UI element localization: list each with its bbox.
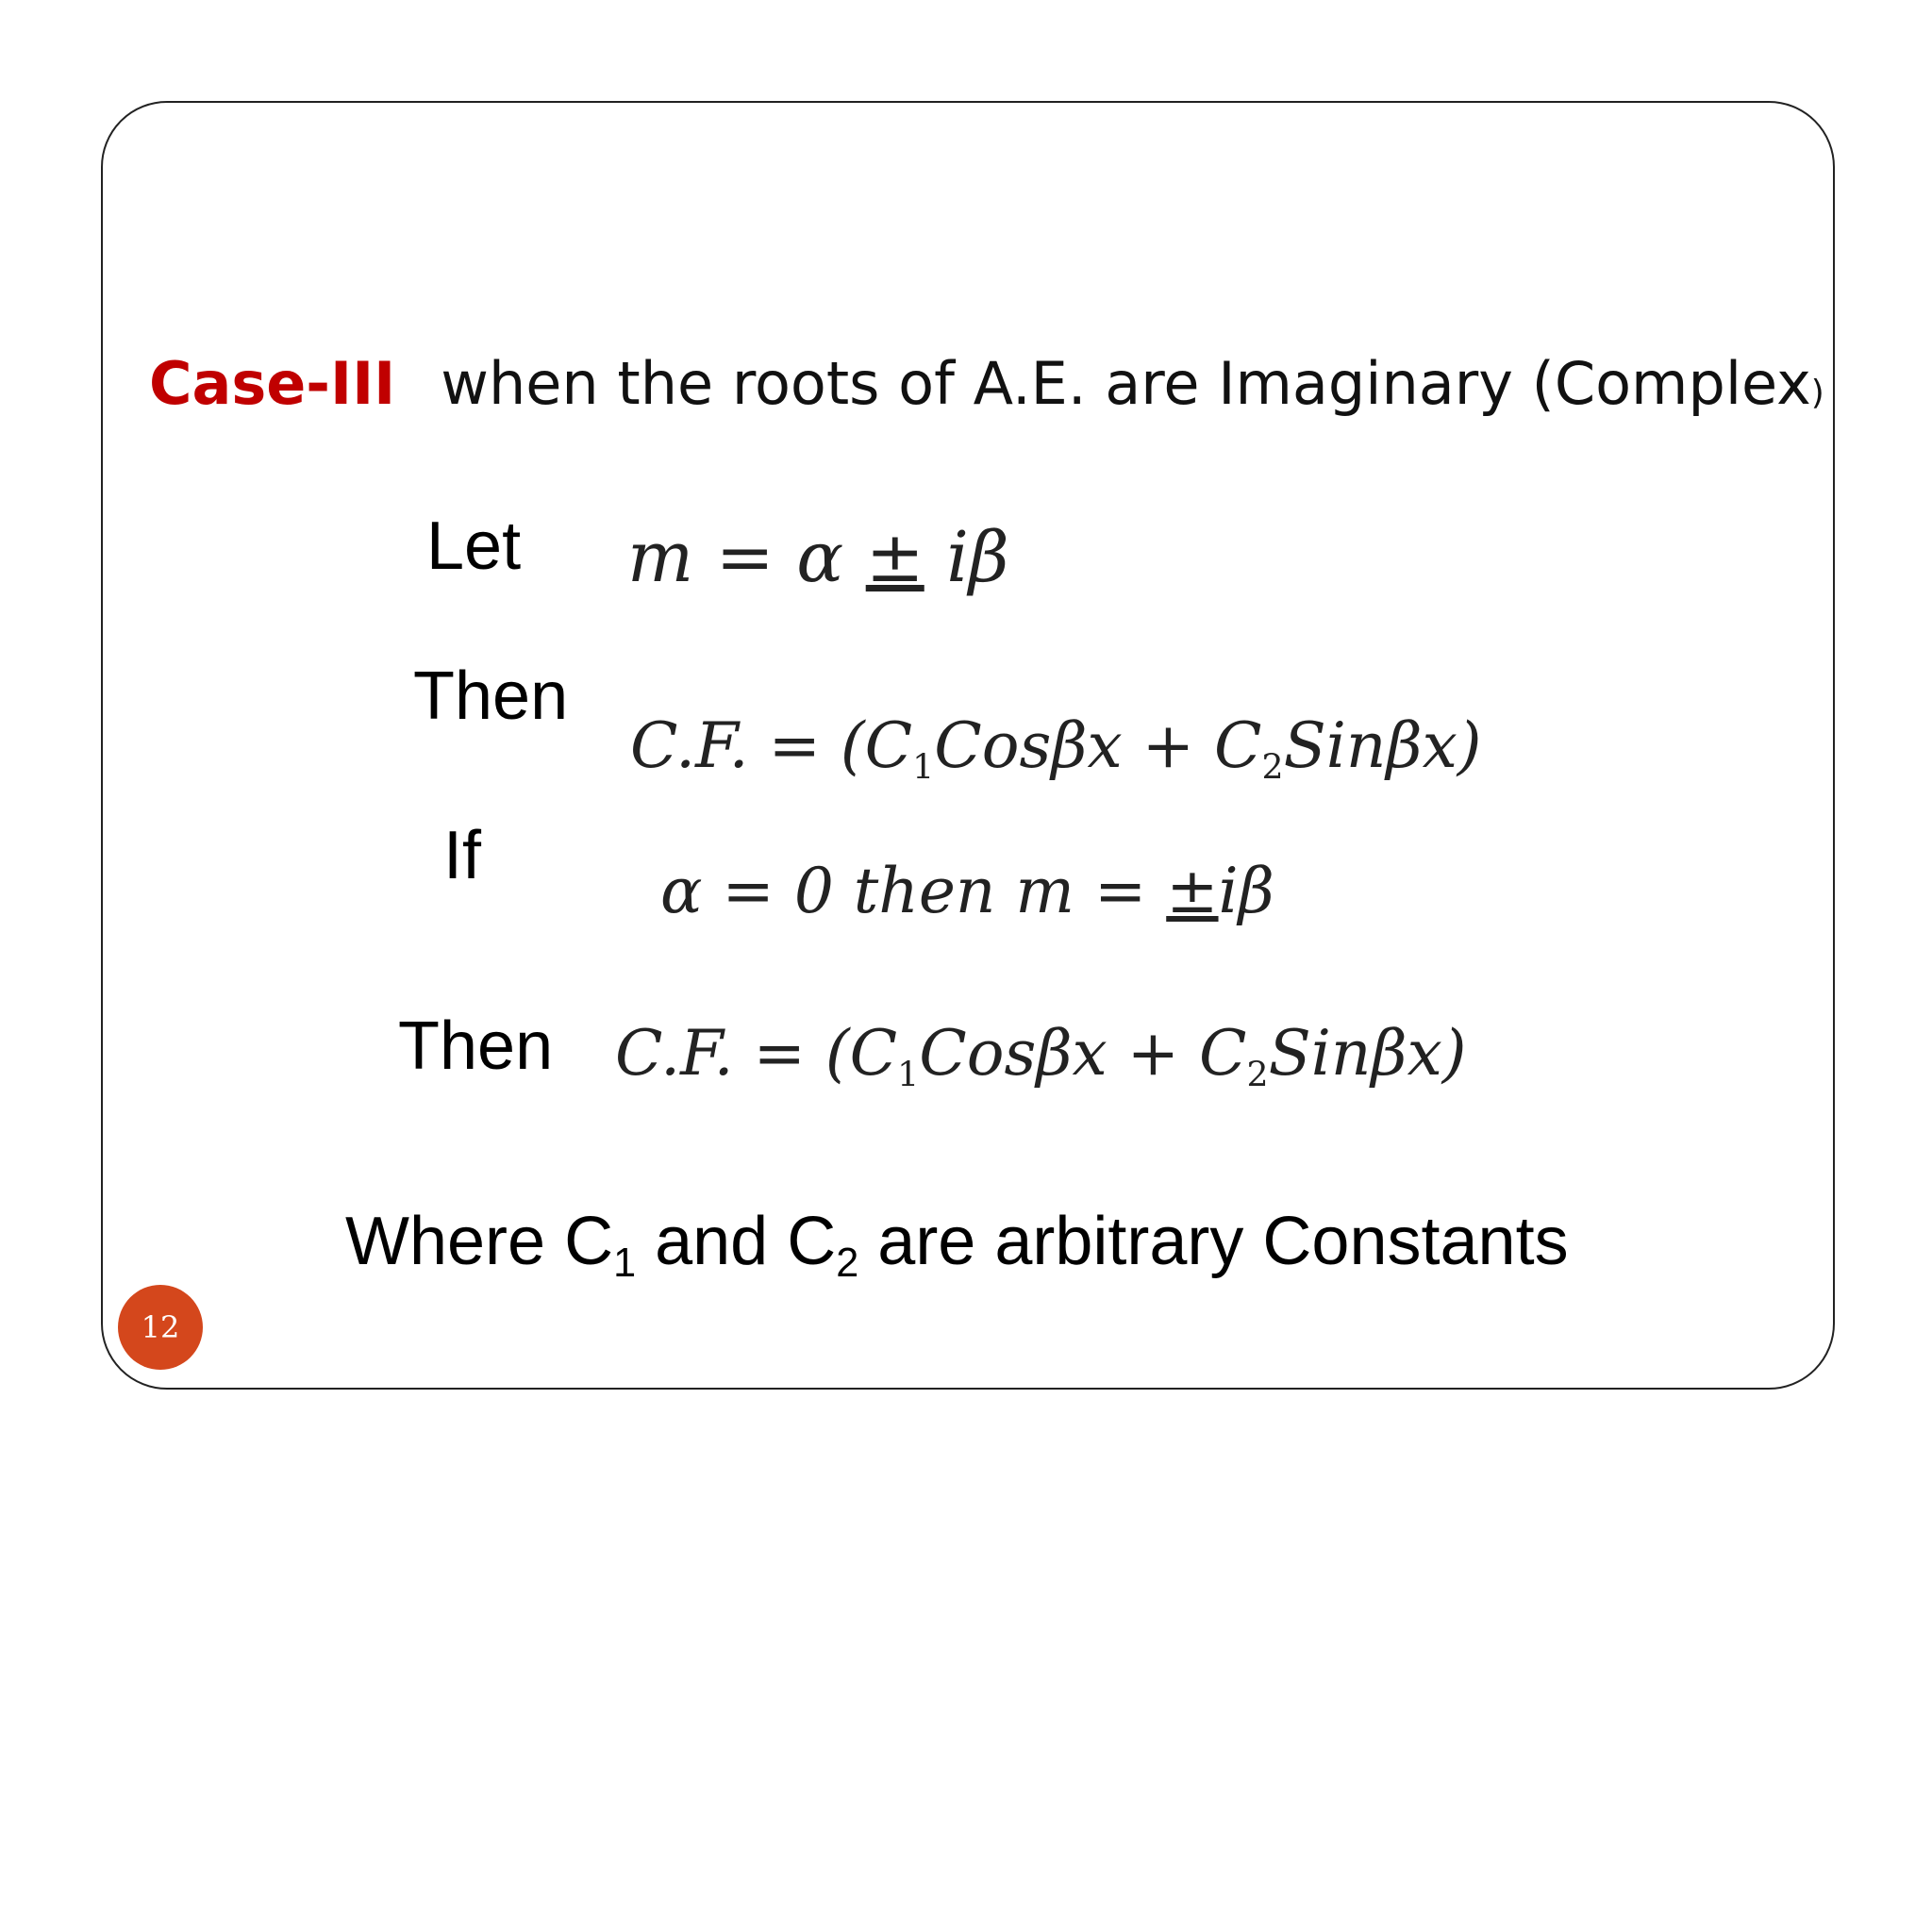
cf2-lead: C.F. = (C	[615, 1017, 898, 1090]
cf2-sub-1: 1	[897, 1054, 920, 1095]
cf1-mid: Cosβx + C	[934, 709, 1262, 782]
cf-equation-2	[615, 1017, 1467, 1095]
cf2-sub-2: 2	[1246, 1054, 1269, 1095]
where-text-3: are arbitrary Constants	[858, 1204, 1569, 1279]
root-equation-rhs: iβ	[924, 517, 1009, 598]
cf1-sub-2: 2	[1261, 746, 1284, 788]
cf2-tail: Sinβx)	[1268, 1017, 1467, 1090]
alpha-zero-lhs: α = 0 then m =	[660, 855, 1167, 927]
root-equation	[627, 517, 1009, 598]
alpha-zero-rhs: iβ	[1218, 855, 1274, 927]
cf-equation-1	[630, 709, 1482, 788]
where-text-2: and C	[636, 1204, 837, 1279]
then-label-2: Then	[398, 1008, 554, 1084]
case-description: when the roots of A.E. are Imaginary (Complex	[441, 349, 1811, 418]
cf1-sub-1: 1	[912, 746, 935, 788]
cf2-mid: Cosβx + C	[919, 1017, 1247, 1090]
where-text-1: Where C	[345, 1204, 614, 1279]
constants-note	[345, 1203, 1569, 1287]
root-equation-lhs: m = α	[627, 517, 866, 598]
cf1-lead: C.F. = (C	[630, 709, 913, 782]
case-heading	[149, 349, 1824, 418]
closing-paren: )	[1810, 374, 1824, 412]
cf1-tail: Sinβx)	[1283, 709, 1482, 782]
let-label: Let	[426, 508, 522, 584]
then-label-1: Then	[413, 658, 569, 734]
if-label: If	[443, 818, 482, 893]
alpha-zero-equation	[660, 855, 1274, 927]
case-label: Case-III	[149, 349, 396, 418]
where-sub-2: 2	[836, 1240, 859, 1286]
page-number-badge: 12	[118, 1285, 203, 1370]
plus-minus-symbol: ±	[865, 517, 924, 598]
where-sub-1: 1	[613, 1240, 637, 1286]
plus-minus-symbol-2: ±	[1166, 855, 1219, 927]
